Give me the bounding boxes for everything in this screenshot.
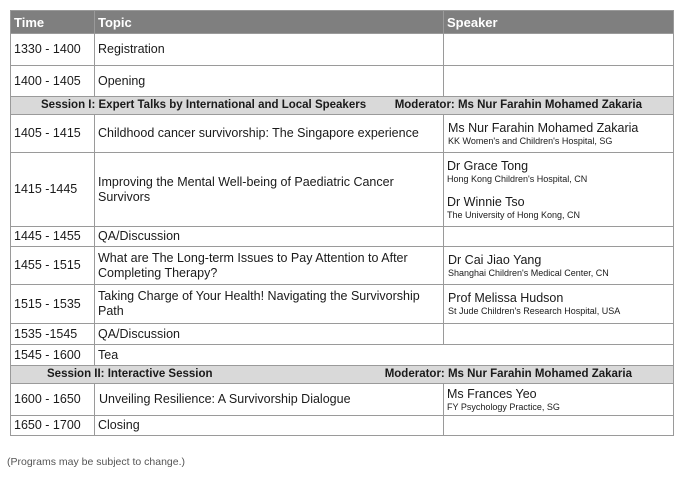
- speaker-name: Dr Winnie Tso: [447, 194, 525, 209]
- header-topic: Topic: [95, 11, 444, 34]
- table-row: [11, 285, 674, 324]
- time-cell: 1600 - 1650: [11, 384, 95, 416]
- table-row: [11, 227, 674, 247]
- session-moderator: Moderator: Ms Nur Farahin Mohamed Zakaria: [384, 368, 632, 380]
- topic-cell: Childhood cancer survivorship: The Singapore experience: [95, 115, 444, 153]
- session-row: [11, 366, 674, 384]
- time-cell: 1535 -1545: [11, 324, 95, 345]
- time-cell: 1545 - 1600: [11, 345, 95, 366]
- speaker-affiliation: Shanghai Children's Medical Center, CN: [448, 267, 609, 278]
- table-row: [11, 384, 674, 416]
- session-moderator: Moderator: Ms Nur Farahin Mohamed Zakaria: [394, 99, 642, 111]
- speaker-affiliation: Hong Kong Children's Hospital, CN: [447, 173, 588, 184]
- topic-cell: Unveiling Resilience: A Survivorship Dialogue: [95, 384, 444, 416]
- speaker-cell: [444, 416, 674, 436]
- header-row: [11, 11, 674, 34]
- time-cell: 1415 -1445: [11, 153, 95, 227]
- time-cell: 1330 - 1400: [11, 34, 95, 66]
- time-cell: 1455 - 1515: [11, 247, 95, 285]
- header-speaker: Speaker: [444, 11, 674, 34]
- table-row: [11, 115, 674, 153]
- table-row: [11, 153, 674, 227]
- table-row: [11, 66, 674, 97]
- speaker-affiliation: The University of Hong Kong, CN: [447, 209, 581, 220]
- footnote: (Programs may be subject to change.): [7, 456, 185, 468]
- speaker-affiliation: KK Women's and Children's Hospital, SG: [448, 135, 613, 146]
- table-row: [11, 345, 674, 366]
- session-cell: [11, 366, 674, 384]
- speaker-cell: [444, 285, 674, 324]
- topic-cell: Taking Charge of Your Health! Navigating the Survivorship Path: [95, 285, 444, 324]
- time-cell: 1405 - 1415: [11, 115, 95, 153]
- header-time: Time: [11, 11, 95, 34]
- time-cell: 1445 - 1455: [11, 227, 95, 247]
- speaker-name: Ms Nur Farahin Mohamed Zakaria: [448, 120, 639, 135]
- topic-cell: Opening: [95, 66, 444, 97]
- speaker-affiliation: FY Psychology Practice, SG: [447, 401, 560, 412]
- speaker-name: Dr Grace Tong: [447, 158, 529, 173]
- topic-cell: QA/Discussion: [95, 324, 444, 345]
- topic-cell: What are The Long-term Issues to Pay Attention to After Completing Therapy?: [95, 247, 444, 285]
- table-row: [11, 247, 674, 285]
- speaker-cell: [444, 227, 674, 247]
- speaker-name: Dr Cai Jiao Yang: [448, 252, 542, 267]
- session-row: [11, 97, 674, 115]
- session-title: Session II: Interactive Session: [47, 368, 213, 380]
- speaker-cell: [444, 34, 674, 66]
- topic-cell: Closing: [95, 416, 444, 436]
- session-cell: [11, 97, 674, 115]
- time-cell: 1650 - 1700: [11, 416, 95, 436]
- topic-cell: Tea: [95, 345, 674, 366]
- table-row: [11, 324, 674, 345]
- speaker-cell: [444, 115, 674, 153]
- table-row: [11, 34, 674, 66]
- programme-table: [10, 10, 674, 436]
- table-row: [11, 416, 674, 436]
- time-cell: 1400 - 1405: [11, 66, 95, 97]
- speaker-cell: [444, 324, 674, 345]
- time-cell: 1515 - 1535: [11, 285, 95, 324]
- session-title: Session I: Expert Talks by International and Local Speakers: [41, 99, 367, 111]
- speaker-affiliation: St Jude Children's Research Hospital, USA: [448, 306, 621, 316]
- topic-cell: QA/Discussion: [95, 227, 444, 247]
- speaker-name: Ms Frances Yeo: [447, 386, 537, 401]
- topic-cell: Improving the Mental Well-being of Paediatric Cancer Survivors: [95, 153, 444, 227]
- topic-cell: Registration: [95, 34, 444, 66]
- speaker-cell: [444, 153, 674, 227]
- speaker-name: Prof Melissa Hudson: [448, 291, 564, 305]
- speaker-cell: [444, 384, 674, 416]
- speaker-cell: [444, 66, 674, 97]
- speaker-cell: [444, 247, 674, 285]
